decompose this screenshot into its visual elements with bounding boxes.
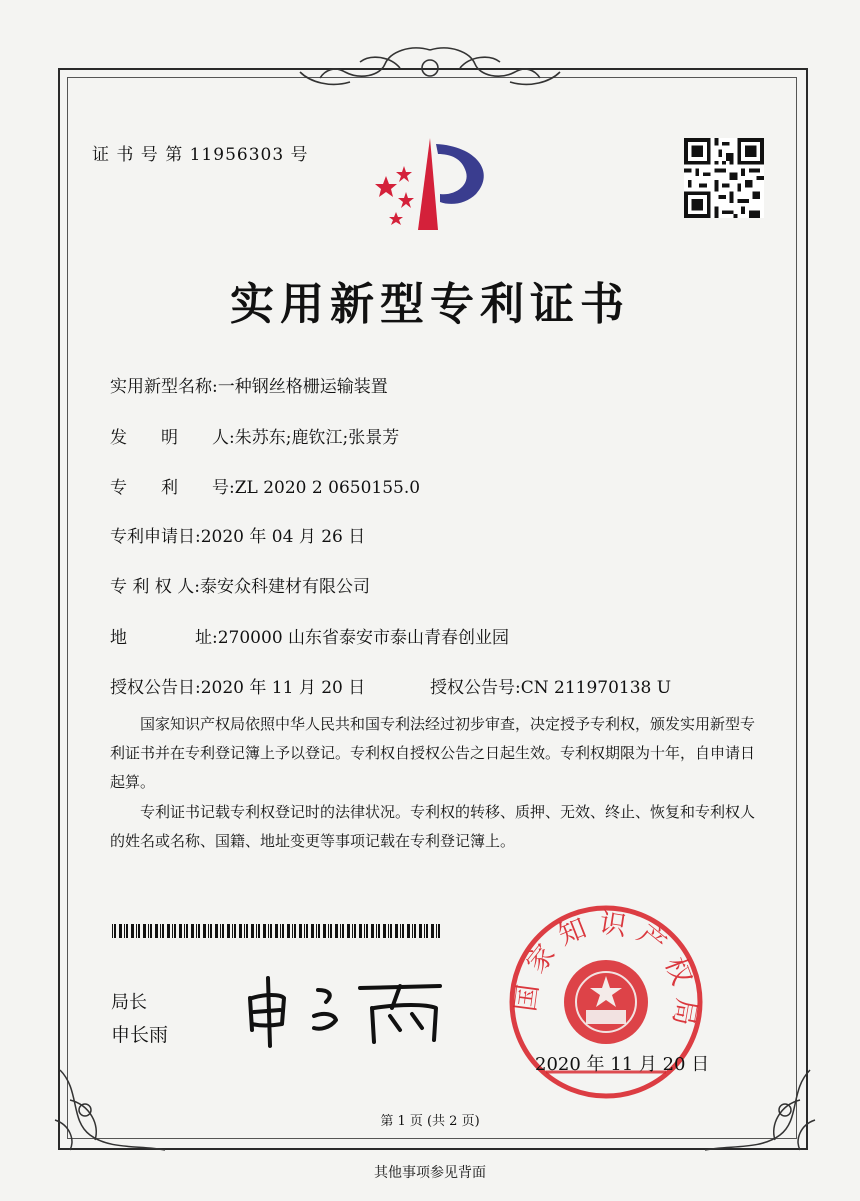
back-note: 其他事项参见背面: [374, 1165, 486, 1181]
barcode-icon: [112, 924, 442, 938]
top-ornament-icon: [290, 42, 570, 92]
address-label: 地 址:: [110, 628, 218, 648]
patentee-label: 专 利 权 人:: [110, 577, 200, 597]
director-name: 申长雨: [111, 1024, 169, 1046]
patentee-row: [110, 572, 370, 597]
patentee-value: 泰安众科建材有限公司: [199, 577, 370, 597]
director-title: 局长: [111, 992, 147, 1013]
address-value: 270000 山东省泰安市泰山青春创业园: [217, 628, 510, 648]
filing-date-value: 2020 年 04 月 26 日: [200, 527, 366, 547]
utility-model-name-row: [110, 372, 388, 397]
grant-number-label: 授权公告号:: [430, 678, 521, 698]
patent-number-value: ZL 2020 2 0650155.0: [234, 478, 421, 498]
inventor-value: 朱苏东;鹿钦江;张景芳: [234, 428, 400, 448]
filing-date-row: [110, 522, 365, 547]
seal-text: 国家知识产权局: [510, 907, 702, 1038]
certificate-number: 证 书 号 第 11956303 号: [92, 145, 309, 165]
bottom-right-ornament-icon: [690, 1050, 830, 1160]
grant-number-value: CN 211970138 U: [520, 678, 672, 698]
utility-model-name-value: 一种钢丝格栅运输装置: [217, 377, 388, 397]
address-row: [110, 623, 509, 648]
handwritten-signature-icon: [240, 968, 450, 1048]
qr-code-icon: [684, 138, 764, 218]
body-paragraph-1: 国家知识产权局依照中华人民共和国专利法经过初步审查，决定授予专利权，颁发实用新型专利证书并在专利登记簿上予以登记。专利权自授权公告之日起生效。专利权期限为十年，自申请日起算。: [110, 715, 756, 791]
certificate-title: 实用新型专利证书: [230, 279, 630, 330]
inventor-row: [110, 423, 399, 448]
inventor-label: 发 明 人:: [110, 428, 235, 448]
grant-date-row: [110, 673, 365, 698]
grant-number-row: [430, 673, 671, 698]
grant-date-value: 2020 年 11 月 20 日: [200, 678, 366, 698]
utility-model-name-label: 实用新型名称:: [110, 377, 218, 397]
patent-office-logo-icon: [366, 132, 496, 232]
patent-number-label: 专 利 号:: [110, 478, 235, 498]
seal-date: 2020 年 11 月 20 日: [535, 1054, 710, 1075]
grant-date-label: 授权公告日:: [110, 678, 201, 698]
page-number: 第 1 页 (共 2 页): [380, 1114, 480, 1129]
body-paragraph-2: 专利证书记载专利权登记时的法律状况。专利权的转移、质押、无效、终止、恢复和专利权人的姓名或名称、国籍、地址变更等事项记载在专利登记簿上。: [110, 803, 756, 850]
bottom-left-ornament-icon: [40, 1050, 180, 1160]
filing-date-label: 专利申请日:: [110, 527, 201, 547]
patent-number-row: [110, 473, 420, 498]
